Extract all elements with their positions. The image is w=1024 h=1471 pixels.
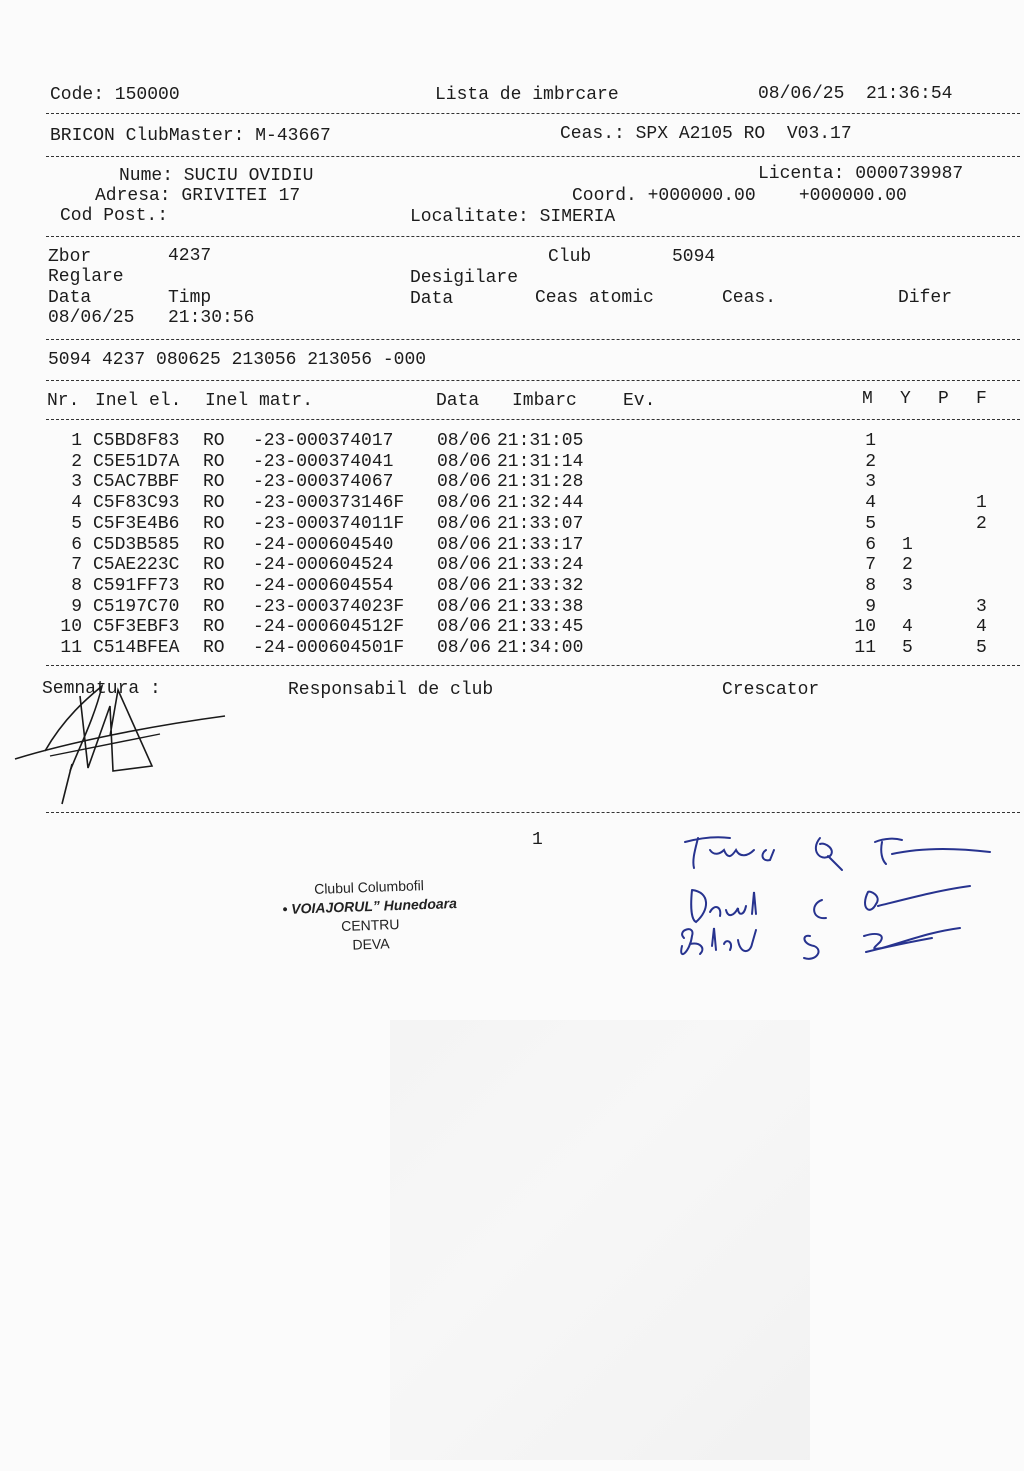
atomic-clock-label: Ceas atomic <box>535 288 654 308</box>
col-header-y: Y <box>900 389 911 409</box>
cell-nr: 3 <box>71 472 82 493</box>
unseal-date-label: Data <box>410 289 454 309</box>
table-row <box>0 514 1024 534</box>
cell-ro: RO <box>203 513 225 534</box>
signature-scribble <box>10 676 240 826</box>
owner-name: Nume: SUCIU OVIDIU <box>119 166 314 186</box>
cell-ro: RO <box>203 575 225 596</box>
divider <box>46 665 1020 666</box>
cell-time: 21:33:07 <box>497 513 584 534</box>
cell-time: 21:33:24 <box>497 555 584 576</box>
cell-y: 3 <box>902 575 913 596</box>
cell-nr: 6 <box>71 534 82 555</box>
cell-m: 3 <box>865 472 876 493</box>
cell-matr: -23-000374017 <box>253 431 394 451</box>
clubmaster-id: BRICON ClubMaster: M-43667 <box>50 126 331 146</box>
cell-ro: RO <box>203 638 225 658</box>
cell-data: 08/06 <box>437 513 492 534</box>
cell-time: 21:34:00 <box>497 638 584 658</box>
stamp-line: • VOIAJORUL” Hunedoara <box>282 894 458 918</box>
cell-m: 5 <box>865 513 876 534</box>
cell-el: C514BFEA <box>93 638 180 658</box>
cell-ro: RO <box>203 451 225 472</box>
cell-data: 08/06 <box>437 431 492 451</box>
license-number: Licenta: 0000739987 <box>758 164 964 184</box>
cell-nr: 2 <box>71 451 82 472</box>
cell-m: 6 <box>865 534 876 555</box>
cell-el: C5197C70 <box>93 596 180 617</box>
coordinates: Coord. +000000.00 +000000.00 <box>572 186 907 206</box>
stamp-line: DEVA <box>352 935 390 953</box>
cell-el: C5E51D7A <box>93 451 180 472</box>
cell-time: 21:31:14 <box>497 451 584 472</box>
cell-m: 11 <box>854 638 876 658</box>
cell-data: 08/06 <box>437 472 492 493</box>
cell-matr: -24-000604540 <box>253 534 394 555</box>
cell-m: 9 <box>865 596 876 617</box>
cell-nr: 11 <box>60 638 82 658</box>
clock-info: Ceas.: SPX A2105 RO V03.17 <box>560 124 852 144</box>
table-row <box>0 617 1024 637</box>
difference-label: Difer <box>898 288 953 308</box>
stamp-line: CENTRU <box>340 915 400 935</box>
cell-matr: -23-000374041 <box>253 451 394 472</box>
col-header-nr: Nr. <box>47 391 80 411</box>
col-header-inel-el: Inel el. <box>95 391 182 411</box>
cell-y: 1 <box>902 534 913 555</box>
cell-ro: RO <box>203 617 225 638</box>
cell-el: C5BD8F83 <box>93 431 180 451</box>
table-row <box>0 472 1024 492</box>
cell-m: 4 <box>865 493 876 514</box>
divider <box>46 156 1020 157</box>
divider <box>46 113 1020 114</box>
cell-data: 08/06 <box>437 451 492 472</box>
cell-el: C5F3EBF3 <box>93 617 180 638</box>
cell-matr: -24-000604501F <box>253 638 405 658</box>
cell-ro: RO <box>203 431 225 451</box>
cell-el: C591FF73 <box>93 575 180 596</box>
cell-matr: -24-000604524 <box>253 555 394 576</box>
summary-code-line: 5094 4237 080625 213056 213056 -000 <box>48 350 427 370</box>
cell-time: 21:33:45 <box>497 617 584 638</box>
club-stamp <box>249 874 492 958</box>
setting-date: 08/06/25 <box>48 308 135 328</box>
setting-time: 21:30:56 <box>168 308 255 328</box>
table-row <box>0 431 1024 451</box>
divider <box>46 380 1020 381</box>
col-header-m: M <box>862 389 873 409</box>
cell-ro: RO <box>203 472 225 493</box>
cell-time: 21:31:05 <box>497 431 584 451</box>
cell-el: C5AC7BBF <box>93 472 180 493</box>
col-header-imbarc: Imbarc <box>512 391 577 411</box>
cell-ro: RO <box>203 534 225 555</box>
breeder-label: Crescator <box>722 680 820 700</box>
cell-data: 08/06 <box>437 596 492 617</box>
cell-el: C5F3E4B6 <box>93 513 180 534</box>
cell-nr: 7 <box>71 555 82 576</box>
signature-label: Semnatura : <box>42 679 161 699</box>
cell-el: C5AE223C <box>93 555 180 576</box>
flight-number: 4237 <box>168 246 212 266</box>
col-header-inel-matr: Inel matr. <box>205 391 314 411</box>
table-row <box>0 576 1024 596</box>
table-row <box>0 452 1024 472</box>
divider <box>46 236 1020 237</box>
cell-data: 08/06 <box>437 575 492 596</box>
cell-matr: -24-000604512F <box>253 617 405 638</box>
divider <box>46 812 1020 813</box>
cell-ro: RO <box>203 596 225 617</box>
cell-f: 4 <box>976 617 987 638</box>
time-label: Timp <box>168 288 212 308</box>
cell-m: 1 <box>865 431 876 451</box>
cell-time: 21:33:38 <box>497 596 584 617</box>
table-row <box>0 638 1024 658</box>
cell-f: 2 <box>976 513 987 534</box>
cell-nr: 9 <box>71 596 82 617</box>
cell-y: 2 <box>902 555 913 576</box>
col-header-data: Data <box>436 391 480 411</box>
club-number: 5094 <box>672 247 716 267</box>
cell-matr: -23-000374011F <box>253 513 405 534</box>
cell-ro: RO <box>203 493 225 514</box>
cell-matr: -23-000374067 <box>253 472 394 493</box>
cell-f: 3 <box>976 596 987 617</box>
clock-label: Ceas. <box>722 288 777 308</box>
postal-code: Cod Post.: <box>60 206 169 226</box>
print-datetime: 08/06/25 21:36:54 <box>758 84 953 104</box>
table-row <box>0 493 1024 513</box>
cell-data: 08/06 <box>437 617 492 638</box>
cell-m: 2 <box>865 451 876 472</box>
table-row <box>0 555 1024 575</box>
cell-f: 5 <box>976 638 987 658</box>
col-header-f: F <box>976 389 987 409</box>
cell-y: 5 <box>902 638 913 658</box>
cell-nr: 5 <box>71 513 82 534</box>
cell-nr: 8 <box>71 575 82 596</box>
cell-nr: 10 <box>60 617 82 638</box>
desigilare-label: Desigilare <box>410 268 519 288</box>
col-header-p: P <box>938 389 949 409</box>
cell-f: 1 <box>976 493 987 514</box>
cell-matr: -23-000374023F <box>253 596 405 617</box>
cell-y: 4 <box>902 617 913 638</box>
club-label: Club <box>548 247 592 267</box>
cell-time: 21:33:32 <box>497 575 584 596</box>
cell-matr: -23-000373146F <box>253 493 405 514</box>
cell-m: 10 <box>854 617 876 638</box>
cell-nr: 4 <box>71 493 82 514</box>
stamp-line: Clubul Columbofil <box>313 877 425 897</box>
cell-el: C5F83C93 <box>93 493 180 514</box>
document-title: Lista de imbrcare <box>435 85 619 105</box>
cell-m: 8 <box>865 575 876 596</box>
cell-data: 08/06 <box>437 493 492 514</box>
handwritten-signatures <box>670 820 1010 990</box>
code-label: Code: 150000 <box>50 85 180 105</box>
cell-ro: RO <box>203 555 225 576</box>
page-number: 1 <box>532 830 543 850</box>
cell-m: 7 <box>865 555 876 576</box>
divider <box>46 419 1020 420</box>
table-row <box>0 535 1024 555</box>
scan-smudge <box>390 1020 810 1460</box>
cell-matr: -24-000604554 <box>253 575 394 596</box>
cell-time: 21:33:17 <box>497 534 584 555</box>
cell-time: 21:32:44 <box>497 493 584 514</box>
cell-time: 21:31:28 <box>497 472 584 493</box>
divider <box>46 339 1020 340</box>
cell-data: 08/06 <box>437 534 492 555</box>
cell-data: 08/06 <box>437 638 492 658</box>
club-responsible-label: Responsabil de club <box>288 680 494 700</box>
owner-address: Adresa: GRIVITEI 17 <box>95 186 301 206</box>
date-label: Data <box>48 288 92 308</box>
col-header-ev: Ev. <box>623 391 656 411</box>
cell-el: C5D3B585 <box>93 534 180 555</box>
table-row <box>0 597 1024 617</box>
flight-label: Zbor <box>48 247 92 267</box>
reglare-label: Reglare <box>48 267 124 287</box>
cell-nr: 1 <box>71 431 82 451</box>
locality: Localitate: SIMERIA <box>410 207 616 227</box>
cell-data: 08/06 <box>437 555 492 576</box>
